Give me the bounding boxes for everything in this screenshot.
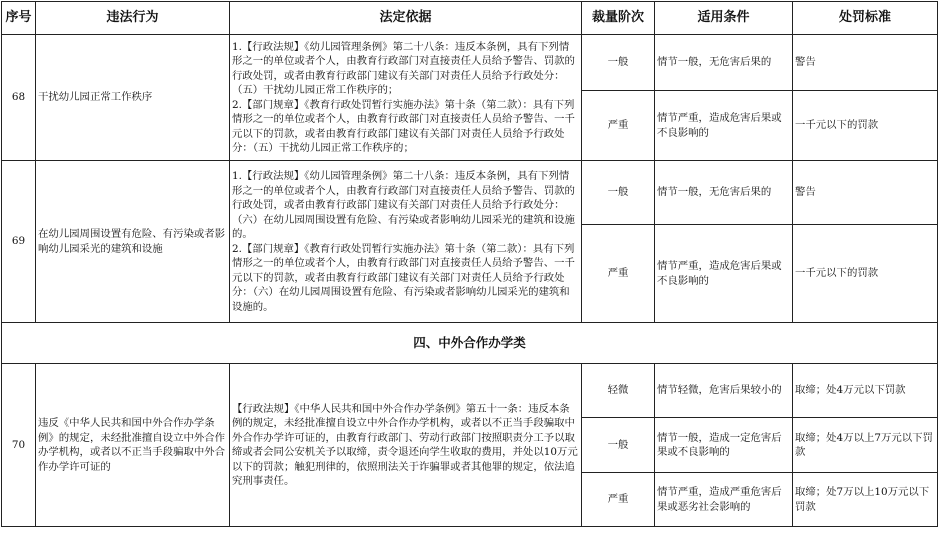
standard-cell: 警告 xyxy=(793,161,938,225)
table-row xyxy=(2,364,938,418)
condition-cell: 情节一般，造成一定危害后果或不良影响的 xyxy=(655,418,793,473)
legal-basis-cell: 【行政法规】《中华人民共和国中外合作办学条例》第五十一条：违反本条例的规定，未经批准擅自设立中外合作办学机构，或者以不正当手段骗取中外合作办学许可证的，由教育行政部门、劳动行政部门按照职责分工予以取缔或者会同公安机关予以取缔，责令退还向学生收取的费用，并处以10万元以下的罚款；触犯刑律的，依照刑法关于诈骗罪或者其他罪的规定，依法追究刑事责任。 xyxy=(230,364,582,527)
basis-item: 1.【行政法规】《幼儿园管理条例》第二十八条：违反本条例，具有下列情形之一的单位或者个人，由教育行政部门对直接责任人员给予警告、罚款的行政处罚，或者由教育行政部门建议有关部门对责任人员给予行政处分：（五）干扰幼儿园正常工作秩序的； xyxy=(232,40,575,96)
legal-basis-cell xyxy=(230,35,582,161)
condition-cell: 情节轻微，危害后果较小的 xyxy=(655,364,793,418)
header-legal-basis: 法定依据 xyxy=(230,2,582,35)
row-number: 69 xyxy=(2,161,36,323)
standard-cell: 取缔；处4万以上7万元以下罚款 xyxy=(793,418,938,473)
basis-item: 2.【部门规章】《教育行政处罚暂行实施办法》第十条（第二款）：具有下列情形之一的单位或者个人，由教育行政部门对直接责任人员给予警告、一千元以下的罚款，或者由教育行政部门建议有关部门对责任人员给予行政处分：（五）干扰幼儿园正常工作秩序的； xyxy=(232,98,575,154)
penalty-standard-table xyxy=(1,1,938,527)
violation-cell: 干扰幼儿园正常工作秩序 xyxy=(36,35,230,161)
row-number: 70 xyxy=(2,364,36,527)
violation-cell: 在幼儿园周围设置有危险、有污染或者影响幼儿园采光的建筑和设施 xyxy=(36,161,230,323)
header-condition: 适用条件 xyxy=(655,2,793,35)
table-header-row xyxy=(2,2,938,35)
header-penalty-standard: 处罚标准 xyxy=(793,2,938,35)
level-cell: 一般 xyxy=(582,35,655,91)
condition-cell: 情节严重，造成危害后果或不良影响的 xyxy=(655,91,793,161)
section-row xyxy=(2,323,938,364)
level-cell: 严重 xyxy=(582,91,655,161)
standard-cell: 取缔；处4万元以下罚款 xyxy=(793,364,938,418)
condition-cell: 情节严重，造成严重危害后果或恶劣社会影响的 xyxy=(655,473,793,527)
header-number: 序号 xyxy=(2,2,36,35)
standard-cell: 取缔；处7万以上10万元以下罚款 xyxy=(793,473,938,527)
standard-cell: 一千元以下的罚款 xyxy=(793,225,938,323)
section-title: 四、中外合作办学类 xyxy=(2,323,938,364)
level-cell: 轻微 xyxy=(582,364,655,418)
standard-cell: 一千元以下的罚款 xyxy=(793,91,938,161)
level-cell: 严重 xyxy=(582,473,655,527)
table-row xyxy=(2,35,938,91)
standard-cell: 警告 xyxy=(793,35,938,91)
level-cell: 一般 xyxy=(582,161,655,225)
level-cell: 严重 xyxy=(582,225,655,323)
condition-cell: 情节一般，无危害后果的 xyxy=(655,161,793,225)
condition-cell: 情节严重，造成危害后果或不良影响的 xyxy=(655,225,793,323)
header-violation: 违法行为 xyxy=(36,2,230,35)
basis-item: 1.【行政法规】《幼儿园管理条例》第二十八条：违反本条例，具有下列情形之一的单位或者个人，由教育行政部门对直接责任人员给予警告、罚款的行政处罚，或者由教育行政部门建议有关部门对责任人员给予行政处分：（六）在幼儿园周围设置有危险、有污染或者影响幼儿园采光的建筑和设施的。 xyxy=(232,170,575,240)
level-cell: 一般 xyxy=(582,418,655,473)
condition-cell: 情节一般，无危害后果的 xyxy=(655,35,793,91)
header-discretion-level: 裁量阶次 xyxy=(582,2,655,35)
row-number: 68 xyxy=(2,35,36,161)
legal-basis-cell xyxy=(230,161,582,323)
table-row xyxy=(2,161,938,225)
basis-item: 2.【部门规章】《教育行政处罚暂行实施办法》第十条（第二款）：具有下列情形之一的单位或者个人，由教育行政部门对直接责任人员给予警告、一千元以下的罚款，或者由教育行政部门建议有关部门对责任人员给予行政处分：（六）在幼儿园周围设置有危险、有污染或者影响幼儿园采光的建筑和设施的。 xyxy=(232,242,575,313)
violation-cell: 违反《中华人民共和国中外合作办学条例》的规定，未经批准擅自设立中外合作办学机构，或者以不正当手段骗取中外合作办学许可证的 xyxy=(36,364,230,527)
